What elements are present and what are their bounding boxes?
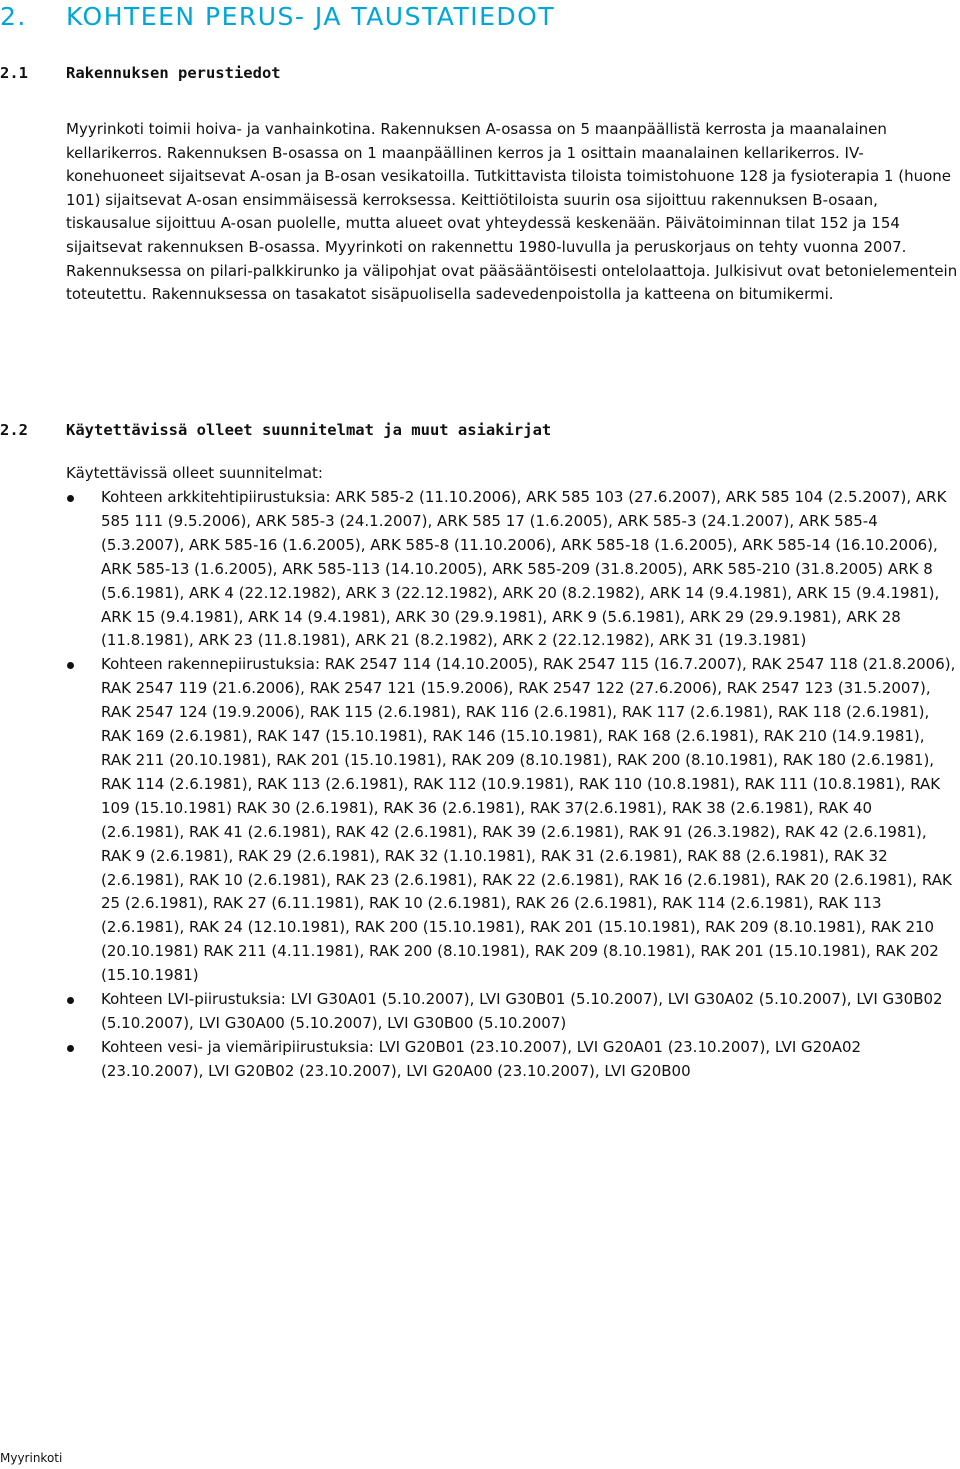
subsection-heading-2-2	[0, 421, 551, 439]
bullet-icon	[67, 495, 74, 502]
subsection-title: Käytettävissä olleet suunnitelmat ja muut asiakirjat	[66, 421, 552, 439]
list-item-text: Kohteen LVI-piirustuksia: LVI G30A01 (5.10.2007), LVI G30B01 (5.10.2007), LVI G30A02 (5.10.2007), LVI G30B02 (5.10.2007), LVI G30A00 (5.10.2007), LVI G30B00 (5.10.2007)	[101, 990, 943, 1032]
plans-list	[0, 486, 958, 1084]
list-item	[0, 1036, 958, 1084]
subsection-title: Rakennuksen perustiedot	[66, 64, 281, 82]
building-description-paragraph: Myyrinkoti toimii hoiva- ja vanhainkotina. Rakennuksen A-osassa on 5 maanpäällistä kerrosta ja maanalainen kellarikerros. Rakennuksen B-osassa on 1 maanpäällinen kerros ja 1 osittain maanalainen kellarikerros. IV-konehuoneet sijaitsevat A-osan ja B-osan vesikatoilla. Tutkittavista tiloista toimistohuone 128 ja fysioterapia 1 (huone 101) sijaitsevat A-osan ensimmäisessä kerroksessa. Keittiötiloista suurin osa sijoittuu rakennuksen B-osaan, tiskausalue sijoittuu A-osan puolelle, mutta alueet ovat yhteydessä keskenään. Päivätoiminnan tilat 152 ja 154 sijaitsevat rakennuksen B-osassa. Myyrinkoti on rakennettu 1980-luvulla ja peruskorjaus on tehty vuonna 2007. Rakennuksessa on pilari-palkkirunko ja välipohjat ovat pääsääntöisesti ontelolaattoja. Julkisivut ovat betonielementein toteutettu. Rakennuksessa on tasakatot sisäpuolisella sadevedenpoistolla ja katteena on bitumikermi.	[66, 120, 958, 304]
section-number: 2.	[0, 2, 27, 31]
available-plans-label: Käytettävissä olleet suunnitelmat:	[66, 464, 323, 482]
bullet-icon	[67, 662, 74, 669]
list-item	[0, 653, 958, 988]
list-item	[0, 486, 958, 653]
list-item	[0, 988, 958, 1036]
section-heading	[0, 2, 555, 31]
list-item-text: Kohteen rakennepiirustuksia: RAK 2547 114 (14.10.2005), RAK 2547 115 (16.7.2007), RAK 2547 118 (21.8.2006), RAK 2547 119 (21.6.2006), RAK 2547 121 (15.9.2006), RAK 2547 122 (27.6.2006), RAK 2547 123 (31.5.2007), RAK 2547 124 (19.9.2006), RAK 115 (2.6.1981), RAK 116 (2.6.1981), RAK 117 (2.6.1981), RAK 118 (2.6.1981), RAK 169 (2.6.1981), RAK 147 (15.10.1981), RAK 146 (15.10.1981), RAK 168 (2.6.1981), RAK 210 (14.9.1981), RAK 211 (20.10.1981), RAK 201 (15.10.1981), RAK 209 (8.10.1981), RAK 200 (8.10.1981), RAK 180 (2.6.1981), RAK 114 (2.6.1981), RAK 113 (2.6.1981), RAK 112 (10.9.1981), RAK 110 (10.8.1981), RAK 111 (10.8.1981), RAK 109 (15.10.1981) RAK 30 (2.6.1981), RAK 36 (2.6.1981), RAK 37(2.6.1981), RAK 38 (2.6.1981), RAK 40 (2.6.1981), RAK 41 (2.6.1981), RAK 42 (2.6.1981), RAK 39 (2.6.1981), RAK 91 (26.3.1982), RAK 42 (2.6.1981), RAK 9 (2.6.1981), RAK 29 (2.6.1981), RAK 32 (1.10.1981), RAK 31 (2.6.1981), RAK 88 (2.6.1981), RAK 32 (2.6.1981), RAK 10 (2.6.1981), RAK 23 (2.6.1981), RAK 22 (2.6.1981), RAK 16 (2.6.1981), RAK 20 (2.6.1981), RAK 25 (2.6.1981), RAK 27 (6.11.1981), RAK 10 (2.6.1981), RAK 26 (2.6.1981), RAK 114 (2.6.1981), RAK 113 (2.6.1981), RAK 24 (12.10.1981), RAK 200 (15.10.1981), RAK 201 (15.10.1981), RAK 209 (8.10.1981), RAK 210 (20.10.1981) RAK 211 (4.11.1981), RAK 200 (8.10.1981), RAK 209 (8.10.1981), RAK 201 (15.10.1981), RAK 202 (15.10.1981)	[101, 655, 956, 985]
list-item-text: Kohteen vesi- ja viemäripiirustuksia: LVI G20B01 (23.10.2007), LVI G20A01 (23.10.2007), LVI G20A02 (23.10.2007), LVI G20B02 (23.10.2007), LVI G20A00 (23.10.2007), LVI G20B00	[101, 1037, 862, 1080]
subsection-number: 2.1	[0, 64, 28, 82]
bullet-icon	[67, 1045, 74, 1052]
bullet-icon	[67, 997, 74, 1004]
list-item-text: Kohteen arkkitehtipiirustuksia: ARK 585-2 (11.10.2006), ARK 585 103 (27.6.2007), ARK 585 104 (2.5.2007), ARK 585 111 (9.5.2006), ARK 585-3 (24.1.2007), ARK 585 17 (1.6.2005), ARK 585-3 (24.1.2007), ARK 585-4 (5.3.2007), ARK 585-16 (1.6.2005), ARK 585-8 (11.10.2006), ARK 585-18 (1.6.2005), ARK 585-14 (16.10.2006), ARK 585-13 (1.6.2005), ARK 585-113 (14.10.2005), ARK 585-209 (31.8.2005), ARK 585-210 (31.8.2005) ARK 8 (5.6.1981), ARK 4 (22.12.1982), ARK 3 (22.12.1982), ARK 20 (8.2.1982), ARK 14 (9.4.1981), ARK 15 (9.4.1981), ARK 15 (9.4.1981), ARK 14 (9.4.1981), ARK 30 (29.9.1981), ARK 9 (5.6.1981), ARK 29 (29.9.1981), ARK 28 (11.8.1981), ARK 23 (11.8.1981), ARK 21 (8.2.1982), ARK 2 (22.12.1982), ARK 31 (19.3.1981)	[101, 488, 947, 650]
subsection-number: 2.2	[0, 421, 28, 439]
section-title: KOHTEEN PERUS- JA TAUSTATIEDOT	[66, 2, 556, 31]
page-footer: Myyrinkoti	[0, 1451, 63, 1465]
subsection-heading-2-1	[0, 64, 281, 82]
